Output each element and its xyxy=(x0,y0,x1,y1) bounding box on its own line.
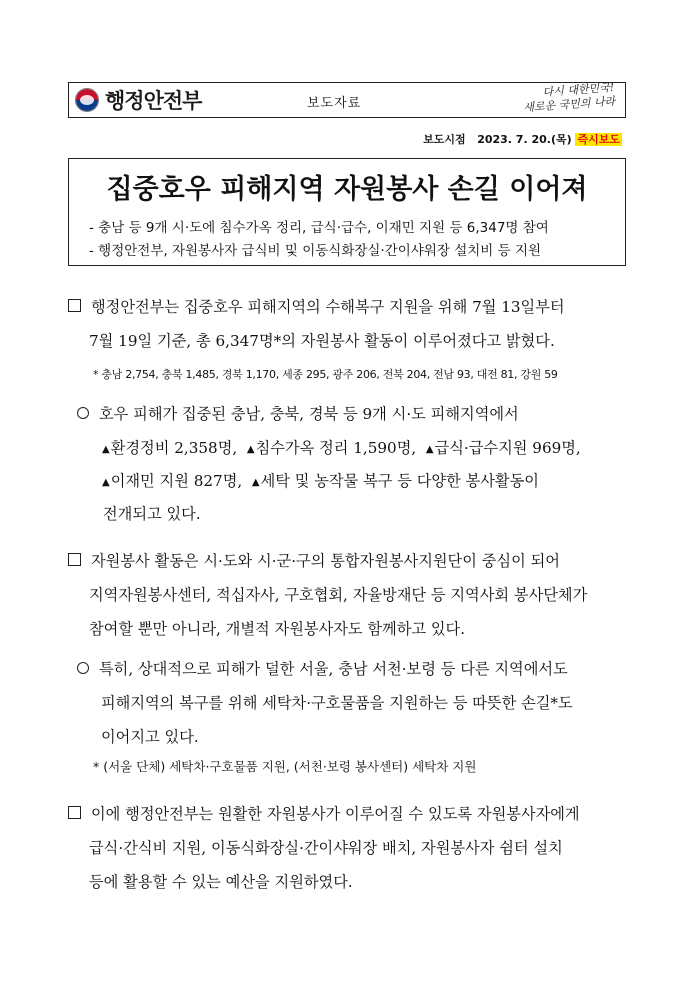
paragraph-3-line: 자원봉사 활동은 시·도와 시·군·구의 통합자원봉사지원단이 중심이 되어 xyxy=(68,550,560,571)
footnote: * (서울 단체) 세탁차·구호물품 지원, (서천·보령 봉사센터) 세탁차 지원 xyxy=(93,759,477,774)
triangle-bullet-icon: ▲ xyxy=(251,477,260,488)
doc-type: 보도자료 xyxy=(307,96,362,111)
paragraph-4-line: 특히, 상대적으로 피해가 덜한 서울, 충남 서천·보령 등 다른 지역에서도 xyxy=(77,658,568,679)
circle-bullet-icon xyxy=(77,407,89,419)
taegeuk-icon xyxy=(75,88,99,112)
square-bullet-icon xyxy=(68,299,81,312)
release-date: 2023. 7. 20.(목) xyxy=(477,133,572,146)
slogan xyxy=(494,81,616,121)
triangle-bullet-icon: ▲ xyxy=(246,444,255,455)
footnote: * 충남 2,754, 충북 1,485, 경북 1,170, 세종 295, 광주 206, 전북 204, 전남 93, 대전 81, 강원 59 xyxy=(93,368,558,381)
triangle-bullet-icon: ▲ xyxy=(102,444,110,455)
release-label: 보도시점 xyxy=(423,133,466,146)
paragraph-1-line: 7월 19일 기준, 총 6,347명*의 자원봉사 활동이 이루어졌다고 밝혔다. xyxy=(89,332,555,350)
paragraph-3-line: 지역자원봉사센터, 적십자사, 구호협회, 자율방재단 등 지역사회 봉사단체가 xyxy=(89,586,588,604)
triangle-bullet-icon: ▲ xyxy=(425,444,434,455)
org-name: 행정안전부 xyxy=(105,89,202,113)
paragraph-1-line: 행정안전부는 집중호우 피해지역의 수해복구 지원을 위해 7월 13일부터 xyxy=(68,296,565,317)
circle-bullet-icon xyxy=(77,662,89,674)
slogan-line-1: 다시 대한민국! xyxy=(542,80,615,99)
headline-subs xyxy=(89,217,549,263)
header-box xyxy=(68,82,626,118)
immediate-release-badge: 즉시보도 xyxy=(577,133,620,146)
sub-headline: - 행정안전부, 자원봉사자 급식비 및 이동식화장실·간이샤워장 설치비 등 지원 xyxy=(89,243,542,259)
square-bullet-icon xyxy=(68,553,81,566)
sub-headline: - 충남 등 9개 시·도에 침수가옥 정리, 급식·급수, 이재민 지원 등 6,347명 참여 xyxy=(89,220,549,236)
paragraph-4-line: 피해지역의 복구를 위해 세탁차·구호물품을 지원하는 등 따뜻한 손길*도 xyxy=(101,694,573,712)
headline-title: 집중호우 피해지역 자원봉사 손길 이어져 xyxy=(106,174,588,205)
paragraph-3-line: 참여할 뿐만 아니라, 개별적 자원봉사자도 함께하고 있다. xyxy=(89,620,466,638)
paragraph-4-line: 이어지고 있다. xyxy=(101,728,199,746)
slogan-line-2: 새로운 국민의 나라 xyxy=(522,94,616,115)
triangle-bullet-icon: ▲ xyxy=(102,477,110,488)
release-info xyxy=(423,131,622,147)
paragraph-2-line: 호우 피해가 집중된 충남, 충북, 경북 등 9개 시·도 피해지역에서 xyxy=(77,403,519,424)
paragraph-2-line: 전개되고 있다. xyxy=(103,505,201,523)
paragraph-2-line: ▲이재민 지원 827명, ▲세탁 및 농작물 복구 등 다양한 봉사활동이 xyxy=(102,472,539,490)
paragraph-5-line: 등에 활용할 수 있는 예산을 지원하였다. xyxy=(89,873,353,891)
paragraph-2-line: ▲환경정비 2,358명, ▲침수가옥 정리 1,590명, ▲급식·급수지원 969명, xyxy=(102,439,581,457)
square-bullet-icon xyxy=(68,806,81,819)
ministry-logo xyxy=(75,86,201,114)
paragraph-5-line: 이에 행정안전부는 원활한 자원봉사가 이루어질 수 있도록 자원봉사자에게 xyxy=(68,803,580,824)
paragraph-5-line: 급식·간식비 지원, 이동식화장실·간이샤워장 배치, 자원봉사자 쉼터 설치 xyxy=(89,839,563,857)
headline-box xyxy=(68,158,626,266)
